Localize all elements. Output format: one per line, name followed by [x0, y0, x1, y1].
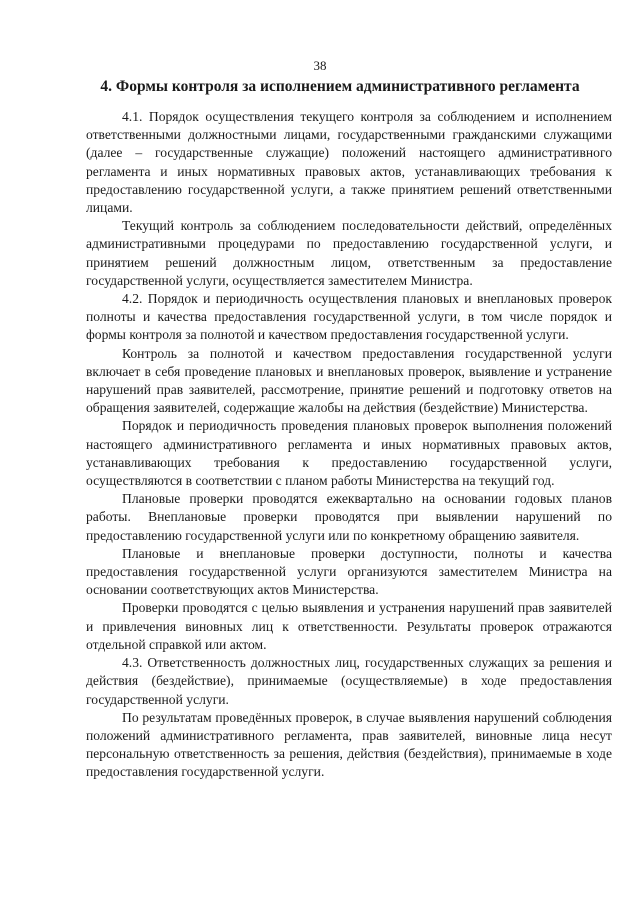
paragraph-checks-organization: Плановые и внеплановые проверки доступности, полноты и качества предоставления государственной услуги организуются заместителем Министра на основании соответствующих актов Министерства.: [86, 545, 612, 598]
paragraph-4-3: 4.3. Ответственность должностных лиц, государственных служащих за решения и действия (бездействие), принимаемые (осуществляемые) в ходе предоставления государственной услуги.: [86, 655, 612, 707]
paragraph-4-2: 4.2. Порядок и периодичность осуществления плановых и внеплановых проверок полноты и качества предоставления государственной услуги, в том числе порядок и формы контроля за полнотой и качеством предоставления государственной услуги.: [86, 291, 612, 343]
paragraph-4-1: 4.1. Порядок осуществления текущего контроля за соблюдением и исполнением ответственными должностными лицами, государственными гражданскими служащими (далее – государственные служащие) положений настоящего административного регламента и иных нормативных правовых актов, устанавливающих требования к предоставлению государственной услуги, а также принятием решений ответственными лицами.: [86, 109, 612, 216]
paragraph-planned-checks-order: Порядок и периодичность проведения плановых проверок выполнения положений настоящего административного регламента и иных нормативных правовых актов, устанавливающих требования к предоставлению государственной услуги, осуществляются в соответствии с планом работы Министерства на текущий год.: [86, 418, 612, 489]
paragraph-checks-frequency: Плановые проверки проводятся ежеквартально на основании годовых планов работы. Внеплановые проверки проводятся при выявлении нарушений по предоставлению государственной услуги или по конкретному обращению заявителя.: [86, 491, 612, 543]
paragraph-control-scope: Контроль за полнотой и качеством предоставления государственной услуги включает в себя проведение плановых и внеплановых проверок, выявление и устранение нарушений прав заявителей, рассмотрение, принятие решений и подготовку ответов на обращения заявителей, содержащие жалобы на действия (бездействие) Министерства.: [86, 345, 612, 416]
body-text: [86, 108, 612, 782]
page-number: 38: [313, 58, 327, 73]
paragraph-current-control: Текущий контроль за соблюдением последовательности действий, определённых административными процедурами по предоставлению государственной услуги, и принятием решений должностным лицом, ответственным за предоставление государственной услуги, осуществляется заместителем Министра.: [86, 218, 612, 288]
paragraph-checks-purpose: Проверки проводятся с целью выявления и устранения нарушений прав заявителей и привлечения виновных лиц к ответственности. Результаты проверок отражаются отдельной справкой или актом.: [86, 600, 612, 652]
paragraph-responsibility: По результатам проведённых проверок, в случае выявления нарушений соблюдения положений административного регламента, прав заявителей, виновные лица несут персональную ответственность за решения, действия (бездействия), принимаемые в ходе предоставления государственной услуги.: [86, 709, 612, 780]
section-heading: 4. Формы контроля за исполнением административного регламента: [100, 78, 580, 95]
